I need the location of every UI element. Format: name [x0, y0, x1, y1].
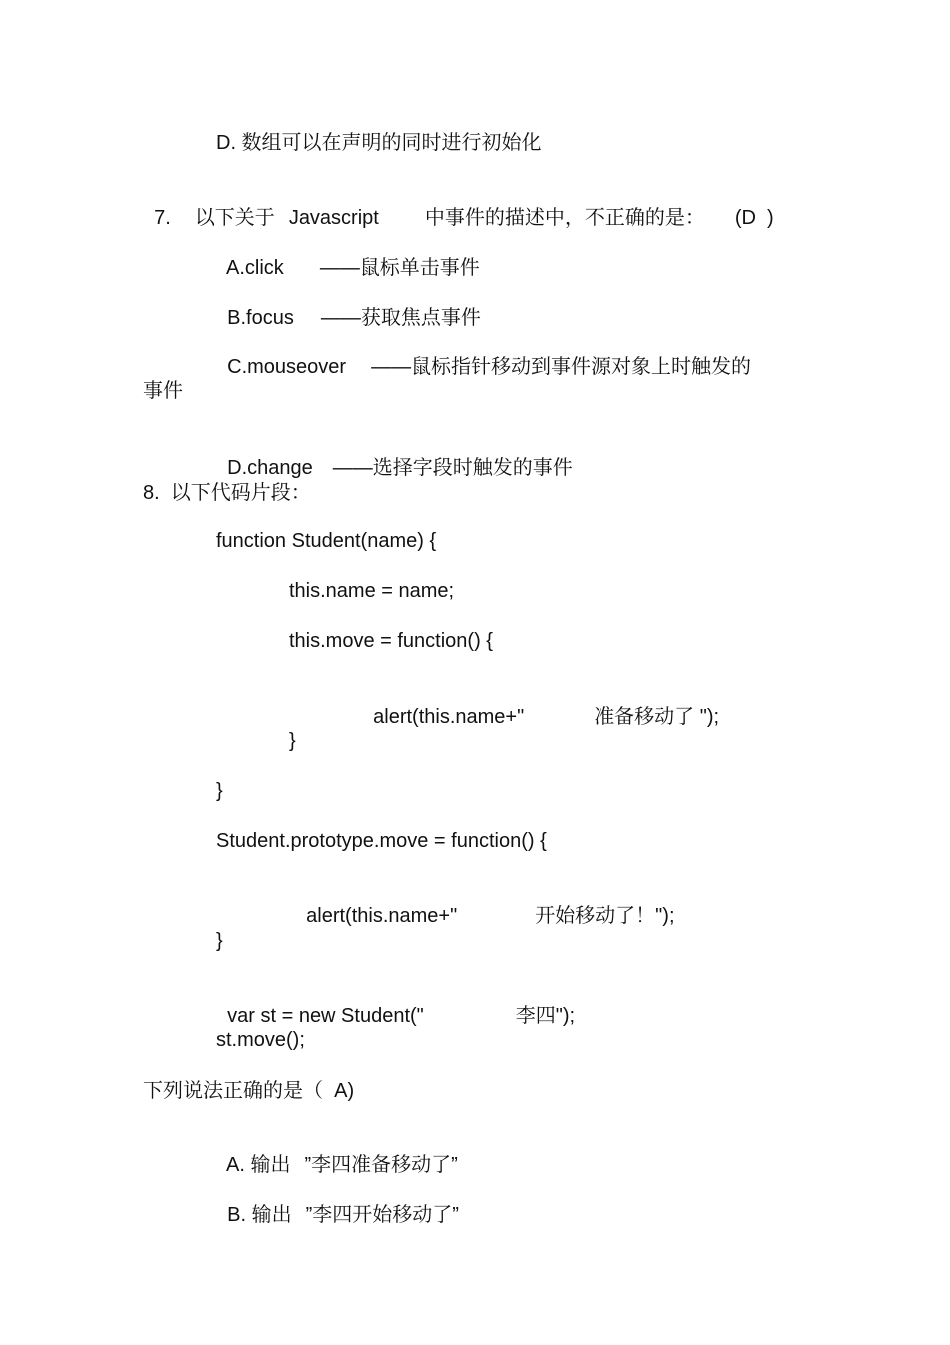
- q8-option-a-text: ”李四准备移动了”: [304, 1154, 458, 1176]
- code-line-3: this.move = function() {: [289, 630, 493, 652]
- q8-stem: 8. 以下代码片段：: [143, 482, 311, 504]
- q7-stem-before: 以下关于: [194, 207, 275, 229]
- q7-option-a: [216, 232, 480, 280]
- code-line-8-b: 开始移动了！");: [535, 905, 675, 927]
- code-line-4-b: 准备移动了 ");: [594, 706, 720, 728]
- q7-option-c-desc: ——鼠标指针移动到事件源对象上时触发的: [371, 356, 752, 378]
- q8-option-a: [216, 1129, 458, 1177]
- code-line-2: this.name = name;: [289, 580, 455, 602]
- code-line-4: [362, 681, 719, 729]
- q8-option-b-text: ”李四开始移动了”: [305, 1204, 459, 1226]
- q7-stem-keyword: Javascript: [288, 207, 379, 229]
- q7-option-c-wrap: 事件: [143, 380, 183, 402]
- q7-answer: (D ): [734, 207, 774, 229]
- q7-number: 7.: [154, 207, 171, 229]
- code-line-10-a: var st = new Student(": [227, 1005, 424, 1027]
- q7-option-c: [216, 331, 751, 379]
- q8-option-b-label: B. 输出: [227, 1204, 292, 1226]
- q8-option-b: [216, 1179, 459, 1227]
- code-line-11: st.move();: [216, 1029, 305, 1051]
- q7-option-a-name: A.click: [226, 257, 284, 279]
- code-line-8: [295, 880, 675, 928]
- q7-option-d-desc: ——选择字段时触发的事件: [332, 457, 573, 479]
- q8-question: 下列说法正确的是（ A): [143, 1080, 355, 1102]
- q7-stem-after: 中事件的描述中，不正确的是：: [424, 207, 705, 229]
- q7-option-a-desc: ——鼠标单击事件: [319, 257, 480, 279]
- q7-option-b: [216, 282, 481, 330]
- code-line-8-a: alert(this.name+": [306, 905, 458, 927]
- code-line-7: Student.prototype.move = function() {: [216, 830, 547, 852]
- code-line-4-a: alert(this.name+": [373, 706, 525, 728]
- code-line-9: }: [216, 930, 223, 952]
- q8-option-a-label: A. 输出: [226, 1154, 291, 1176]
- q7-option-d-name: D.change: [227, 457, 313, 479]
- q7-stem: [143, 182, 774, 230]
- q7-option-b-desc: ——获取焦点事件: [320, 307, 481, 329]
- code-line-1: function Student(name) {: [216, 530, 437, 552]
- q7-option-b-name: B.focus: [227, 307, 294, 329]
- code-line-5: }: [289, 730, 296, 752]
- q7-option-c-name: C.mouseover: [227, 356, 347, 378]
- q7-option-d: [216, 432, 573, 480]
- code-line-10: [216, 980, 575, 1028]
- code-line-6: }: [216, 780, 223, 802]
- q6-option-d: D. 数组可以在声明的同时进行初始化: [216, 132, 542, 154]
- code-line-10-b: 李四");: [515, 1005, 576, 1027]
